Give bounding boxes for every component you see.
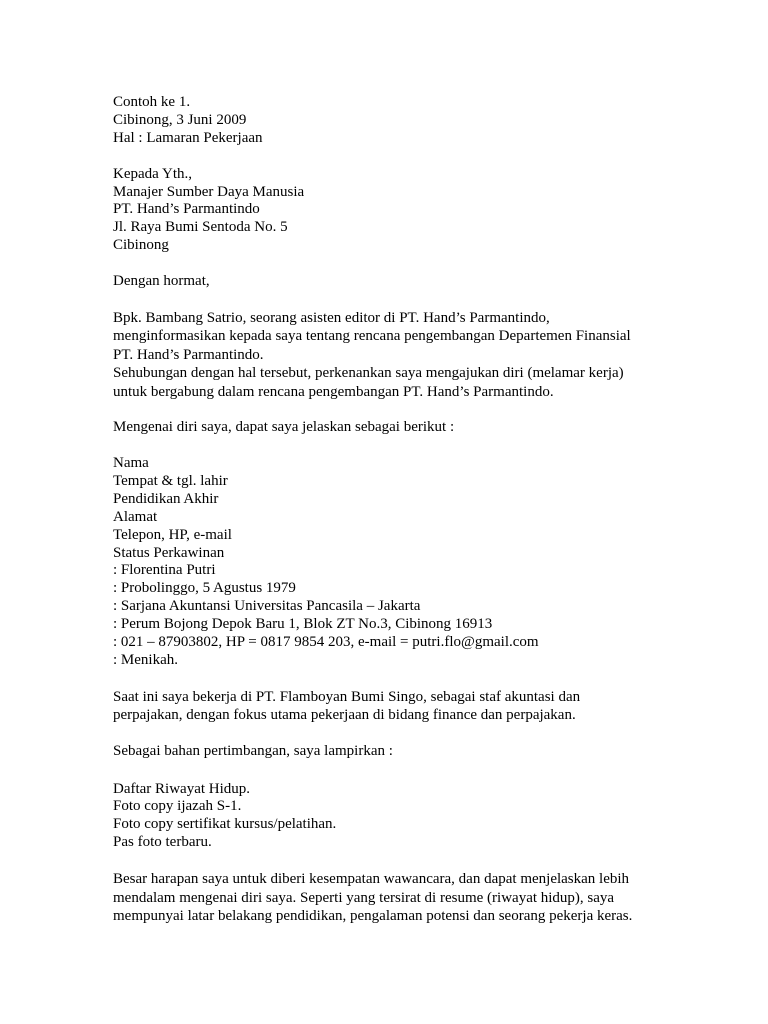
recipient-address: Jl. Raya Bumi Sentoda No. 5 — [113, 219, 288, 236]
profile-value: : Perum Bojong Depok Baru 1, Blok ZT No.3, Cibinong 16913 — [113, 616, 493, 633]
greeting: Dengan hormat, — [113, 273, 210, 290]
profile-value: : Probolinggo, 5 Agustus 1979 — [113, 580, 296, 597]
intro-line: menginformasikan kepada saya tentang rencana pengembangan Departemen Finansial — [113, 328, 631, 345]
attachments-list — [113, 781, 673, 853]
closing-line: mempunyai latar belakang pendidikan, pengalaman potensi dan seorang pekerja keras. — [113, 908, 633, 925]
recipient-company: PT. Hand’s Parmantindo — [113, 201, 260, 218]
profile-value: : 021 – 87903802, HP = 0817 9854 203, e-mail = putri.flo@gmail.com — [113, 634, 539, 651]
intro-paragraph — [113, 309, 673, 402]
closing-paragraph — [113, 870, 673, 926]
example-title: Contoh ke 1. — [113, 94, 191, 110]
profile-value: : Florentina Putri — [113, 562, 216, 579]
attachments-intro: Sebagai bahan pertimbangan, saya lampirkan : — [113, 742, 393, 759]
profile-values — [113, 562, 673, 669]
profile-labels — [113, 455, 673, 562]
attachment-item: Daftar Riwayat Hidup. — [113, 780, 251, 797]
profile-label: Status Perkawinan — [113, 544, 225, 561]
intro-line: Sehubungan dengan hal tersebut, perkenankan saya mengajukan diri (melamar kerja) — [113, 365, 624, 382]
letter-body — [113, 94, 673, 926]
self-intro: Mengenai diri saya, dapat saya jelaskan sebagai berikut : — [113, 419, 455, 436]
profile-label: Alamat — [113, 508, 158, 525]
intro-line: untuk bergabung dalam rencana pengembangan PT. Hand’s Parmantindo. — [113, 383, 554, 400]
attachment-item: Foto copy ijazah S-1. — [113, 798, 242, 815]
profile-value: : Sarjana Akuntansi Universitas Pancasila – Jakarta — [113, 598, 421, 615]
profile-label: Nama — [113, 455, 149, 472]
letter-header — [113, 94, 673, 148]
intro-line: Bpk. Bambang Satrio, seorang asisten editor di PT. Hand’s Parmantindo, — [113, 309, 550, 326]
intro-line: PT. Hand’s Parmantindo. — [113, 346, 264, 363]
profile-value: : Menikah. — [113, 651, 178, 668]
current-job-paragraph — [113, 688, 673, 725]
subject-line: Hal : Lamaran Pekerjaan — [113, 129, 263, 146]
recipient-salutation: Kepada Yth., — [113, 165, 192, 182]
profile-label: Tempat & tgl. lahir — [113, 472, 228, 489]
recipient-block — [113, 166, 673, 256]
current-job-line: perpajakan, dengan fokus utama pekerjaan di bidang finance dan perpajakan. — [113, 707, 576, 724]
profile-label: Pendidikan Akhir — [113, 490, 219, 507]
profile-label: Telepon, HP, e-mail — [113, 526, 232, 543]
attachment-item: Pas foto terbaru. — [113, 834, 212, 851]
recipient-position: Manajer Sumber Daya Manusia — [113, 183, 305, 200]
place-date: Cibinong, 3 Juni 2009 — [113, 111, 247, 128]
current-job-line: Saat ini saya bekerja di PT. Flamboyan Bumi Singo, sebagai staf akuntasi dan — [113, 688, 581, 705]
closing-line: Besar harapan saya untuk diberi kesempatan wawancara, dan dapat menjelaskan lebih — [113, 871, 630, 888]
attachment-item: Foto copy sertifikat kursus/pelatihan. — [113, 816, 337, 833]
recipient-city: Cibinong — [113, 237, 169, 254]
closing-line: mendalam mengenai diri saya. Seperti yang tersirat di resume (riwayat hidup), saya — [113, 889, 615, 906]
